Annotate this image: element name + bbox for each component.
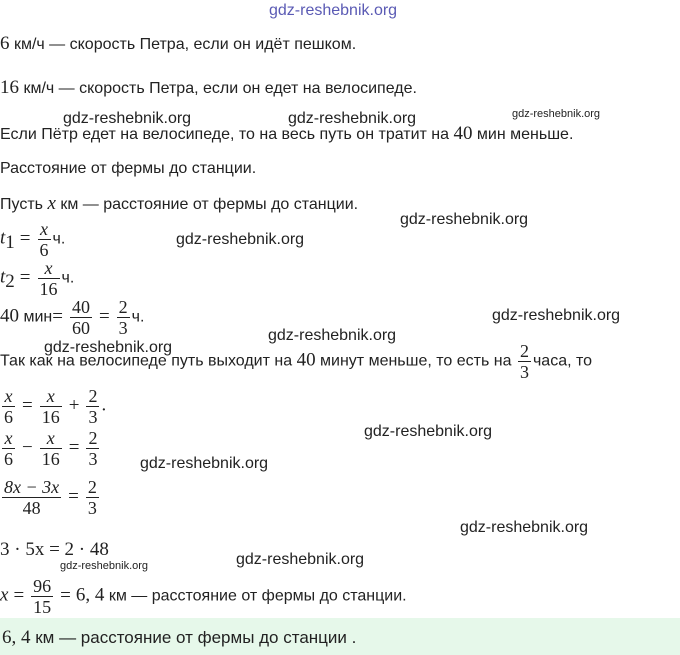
unit: ч. (52, 230, 66, 248)
text: мин (19, 308, 53, 326)
math-operator: = (19, 227, 31, 249)
text: часа, то (532, 352, 593, 370)
unit: ч. (61, 269, 75, 287)
math-value: 40 (0, 305, 19, 327)
fraction-numerator: x (40, 219, 48, 239)
text: км — расстояние от фермы до станции. (104, 587, 407, 605)
math-var: x (0, 584, 9, 606)
fraction-denominator: 3 (87, 498, 97, 518)
fraction (86, 386, 99, 427)
math-var: t (0, 227, 6, 249)
fraction (2, 386, 15, 427)
text: Расстояние от фермы до станции. (0, 160, 257, 177)
text: км/ч — скорость Петра, если он едет на велосипеде. (19, 80, 417, 97)
answer-box (0, 618, 680, 655)
math-subscript: 2 (5, 270, 15, 292)
math-operator: = (68, 436, 80, 458)
text: Пусть (0, 196, 48, 213)
fraction-denominator: 6 (4, 449, 13, 469)
fraction-denominator: 6 (39, 240, 49, 260)
math-operator: = (13, 584, 25, 606)
fraction (38, 258, 60, 299)
math-subscript: 1 (5, 231, 15, 253)
math-operator: = (22, 394, 33, 416)
text: Если Пётр едет на велосипеде, то на весь путь он тратит на (0, 126, 454, 143)
fraction (117, 297, 130, 338)
equation-t2 (0, 258, 74, 299)
watermark: gdz-reshebnik.org (364, 423, 493, 440)
math-var: t (0, 266, 6, 288)
math-value: 40 (453, 123, 473, 144)
text: минут меньше, то есть на (315, 352, 516, 370)
watermark: gdz-reshebnik.org (268, 327, 397, 344)
fraction-numerator: x (46, 428, 55, 448)
watermark-top: gdz-reshebnik.org (269, 2, 398, 19)
text-line-bike-speed (0, 78, 417, 99)
fraction-numerator: x (44, 258, 53, 278)
math-operator: = (52, 305, 63, 327)
equation-minutes (0, 297, 144, 338)
fraction-numerator: 96 (33, 576, 52, 596)
text: Так как на велосипеде путь выходит на (0, 352, 297, 370)
watermark: gdz-reshebnik.org (460, 519, 589, 536)
fraction (518, 341, 531, 382)
watermark: gdz-reshebnik.org (236, 551, 365, 568)
equation-cross-multiply (0, 540, 109, 561)
answer-text (2, 627, 356, 649)
equation-t1 (0, 219, 65, 260)
fraction (40, 428, 62, 469)
fraction-numerator: 40 (71, 297, 90, 317)
equation-rearranged (0, 428, 101, 469)
fraction (31, 576, 53, 617)
math-operator: = (68, 485, 79, 507)
text: км — расстояние от фермы до станции. (55, 196, 359, 213)
math-operator: + (68, 394, 80, 416)
fraction-denominator: 3 (519, 362, 529, 382)
text-line-find (0, 159, 256, 179)
fraction-numerator: x (4, 428, 13, 448)
fraction-denominator: 6 (4, 407, 13, 427)
fraction (86, 477, 99, 518)
math-value: 40 (296, 349, 316, 371)
fraction (70, 297, 92, 338)
math-operator: = (19, 266, 31, 288)
math-expression: 3 · 5x = 2 · 48 (0, 539, 109, 560)
equation-common-denominator (0, 477, 101, 518)
equation-result (0, 576, 407, 617)
fraction-numerator: x (46, 386, 55, 406)
watermark: gdz-reshebnik.org (44, 339, 173, 356)
math-value: 6, 4 (2, 627, 31, 648)
text: км — расстояние от фермы до станции . (30, 628, 357, 647)
fraction-numerator: 2 (118, 297, 128, 317)
math-var: x (47, 193, 56, 214)
fraction-numerator: 2 (88, 386, 98, 406)
watermark: gdz-reshebnik.org (60, 560, 149, 572)
text: мин меньше. (472, 126, 574, 143)
math-dot: . (101, 394, 107, 416)
watermark: gdz-reshebnik.org (512, 108, 601, 120)
math-operator: = (98, 305, 110, 327)
fraction-numerator: x (4, 386, 13, 406)
fraction (2, 477, 61, 518)
fraction-numerator: 2 (87, 477, 97, 497)
fraction-denominator: 3 (118, 318, 128, 338)
fraction-denominator: 16 (39, 279, 58, 299)
fraction-numerator: 8x − 3x (4, 477, 60, 497)
watermark: gdz-reshebnik.org (63, 110, 192, 127)
math-value: 6, 4 (75, 584, 105, 606)
watermark: gdz-reshebnik.org (492, 307, 621, 324)
text-line-let-x (0, 194, 358, 215)
fraction-denominator: 60 (71, 318, 90, 338)
fraction-numerator: 2 (519, 341, 529, 361)
unit: ч. (131, 308, 145, 326)
math-value: 6 (0, 33, 10, 54)
fraction-denominator: 15 (33, 597, 52, 617)
watermark: gdz-reshebnik.org (400, 211, 529, 228)
watermark: gdz-reshebnik.org (176, 231, 305, 248)
fraction-denominator: 16 (41, 449, 60, 469)
text-line-walking-speed (0, 34, 356, 55)
fraction-denominator: 48 (2, 497, 61, 518)
fraction (40, 386, 62, 427)
watermark: gdz-reshebnik.org (140, 455, 269, 472)
fraction (86, 428, 99, 469)
math-value: 16 (0, 77, 19, 98)
watermark: gdz-reshebnik.org (288, 110, 417, 127)
equation-main (0, 386, 106, 427)
fraction-numerator: 2 (88, 428, 98, 448)
fraction (38, 219, 51, 260)
math-operator: − (22, 436, 33, 458)
text: км/ч — скорость Петра, если он идёт пешком. (9, 36, 357, 53)
fraction (2, 428, 15, 469)
fraction-denominator: 3 (88, 407, 98, 427)
math-operator: = (60, 584, 71, 606)
fraction-denominator: 3 (88, 449, 98, 469)
fraction-denominator: 16 (41, 407, 60, 427)
